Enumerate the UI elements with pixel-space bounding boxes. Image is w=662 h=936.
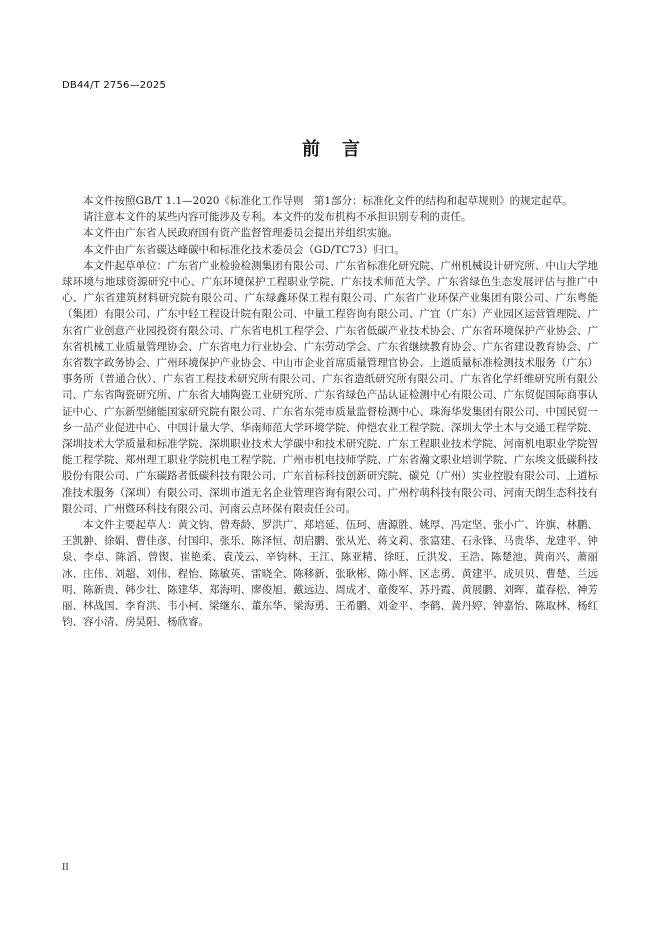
paragraph-patent-notice: 请注意本文件的某些内容可能涉及专利。本文件的发布机构不承担识别专利的责任。 <box>83 211 472 224</box>
paragraph-drafters: 本文件主要起草人：黄文钧、曾寿龄、罗洪广、郑培延、伍珂、唐源胜、姚厚、冯定坚、张小广、许旗、林鹏、王凯翀、徐娟、曹佳彦、付国印、张乐、陈泽恒、胡启鹏、张从光、蒋文莉、张富建、石永锋、马贵华、龙建平、钟泉、李卓、陈滔、曾锲、崔艳柔、袁茂云、辛钧林、王江、陈亚精、徐旺、丘洪发、王浩、陈楚池、黄南兴、萧丽冰、庄伟、刘超、刘伟、程怡、陈敏英、雷晓全、陈移新、张耿彬、陈小辉、区志勇、黄建平、成贝贝、曹楚、兰远明、陈新贵、韩少壮、陈建华、郑海明、廖俊旭、戴远边、周成才、童俊军、苏丹霞、黄展鹏、刘晖、董春松、神芳丽、林战国、李育洪、韦小柯、梁继东、董东华、梁海勇、王希鹏、刘金平、李鹤、黄丹婷、钟嘉怡、陈取林、杨红钧、容小清、房昊阳、杨欣睿。 <box>62 519 598 629</box>
document-code: DB44/T 2756—2025 <box>62 80 167 91</box>
paragraph-drafting-basis: 本文件按照GB/T 1.1—2020《标准化工作导则 第1部分：标准化文件的结构和起草规则》的规定起草。 <box>83 195 573 207</box>
page-number: II <box>62 862 69 873</box>
page-title: 前言 <box>302 139 382 160</box>
paragraph-proposer: 本文件由广东省人民政府国有资产监督管理委员会提出并组织实施。 <box>83 227 398 240</box>
body-text <box>62 193 598 630</box>
paragraph-committee: 本文件由广东省碳达峰碳中和标准化技术委员会（GD/TC73）归口。 <box>83 243 405 256</box>
paragraph-drafting-units: 本文件起草单位：广东省广业检验检测集团有限公司、广东省标准化研究院、广州机械设计研究所、中山大学地球环境与地球资源研究中心、广东环境保护工程职业学院、广东技术师范大学、广东省绿色生态发展评估与推广中心、广东省建筑材料研究院有限公司、广东绿鑫环保工程有限公司、广东省广业环保产业集团有限公司、广东粤能（集团）有限公司、广东中轻工程设计院有限公司、中量工程咨询有限公司、广宜（广东）产业园区运营管理院、广东省广业创意产业园投资有限公司、广东省电机工程学会、广东省低碳产业技术协会、广东省环境保护产业协会、广东省机械工业质量管理协会、广东省电力行业协会、广东劳动学会、广东省继续教育协会、广东省建设教育协会、广东省数字政务协会、广州环境保护产业协会、中山市企业首席质量管理官协会、上道质量标准检测技术服务（广东）事务所（普通合伙）、广东省工程技术研究所有限公司、广东省造纸研究所有限公司、广东省化学纤维研究所有限公司、广东省陶瓷研究所、广东省大埔陶瓷工业研究所、广东省绿色产品认证检测中心有限公司、广东贸促国际商事认证中心、广东新型储能国家研究院有限公司、广东省东莞市质量监督检测中心、珠海华发集团有限公司、中国民贸一乡一品产业促进中心、中国计量大学、华南师范大学环境学院、仲恺农业工程学院、深圳大学土木与交通工程学院、深圳技术大学质量和标准学院、深圳职业技术大学碳中和技术研究院、广东工程职业技术学院、河南机电职业学院智能工程学院、郑州理工职业学院机电工程学院、广州市机电技师学院、广东省瀚文职业培训学院、广东埃文低碳科技股份有限公司、广东碳路者低碳科技有限公司、广东首标科技创新研究院、碳兑（广州）实业控股有限公司、上道标准技术服务（深圳）有限公司、深圳市道无名企业管理咨询有限公司、广州柠萌科技有限公司、河南天朗生态科技有限公司、广州暨环科技有限公司、河南云点环保有限责任公司。 <box>62 259 598 515</box>
